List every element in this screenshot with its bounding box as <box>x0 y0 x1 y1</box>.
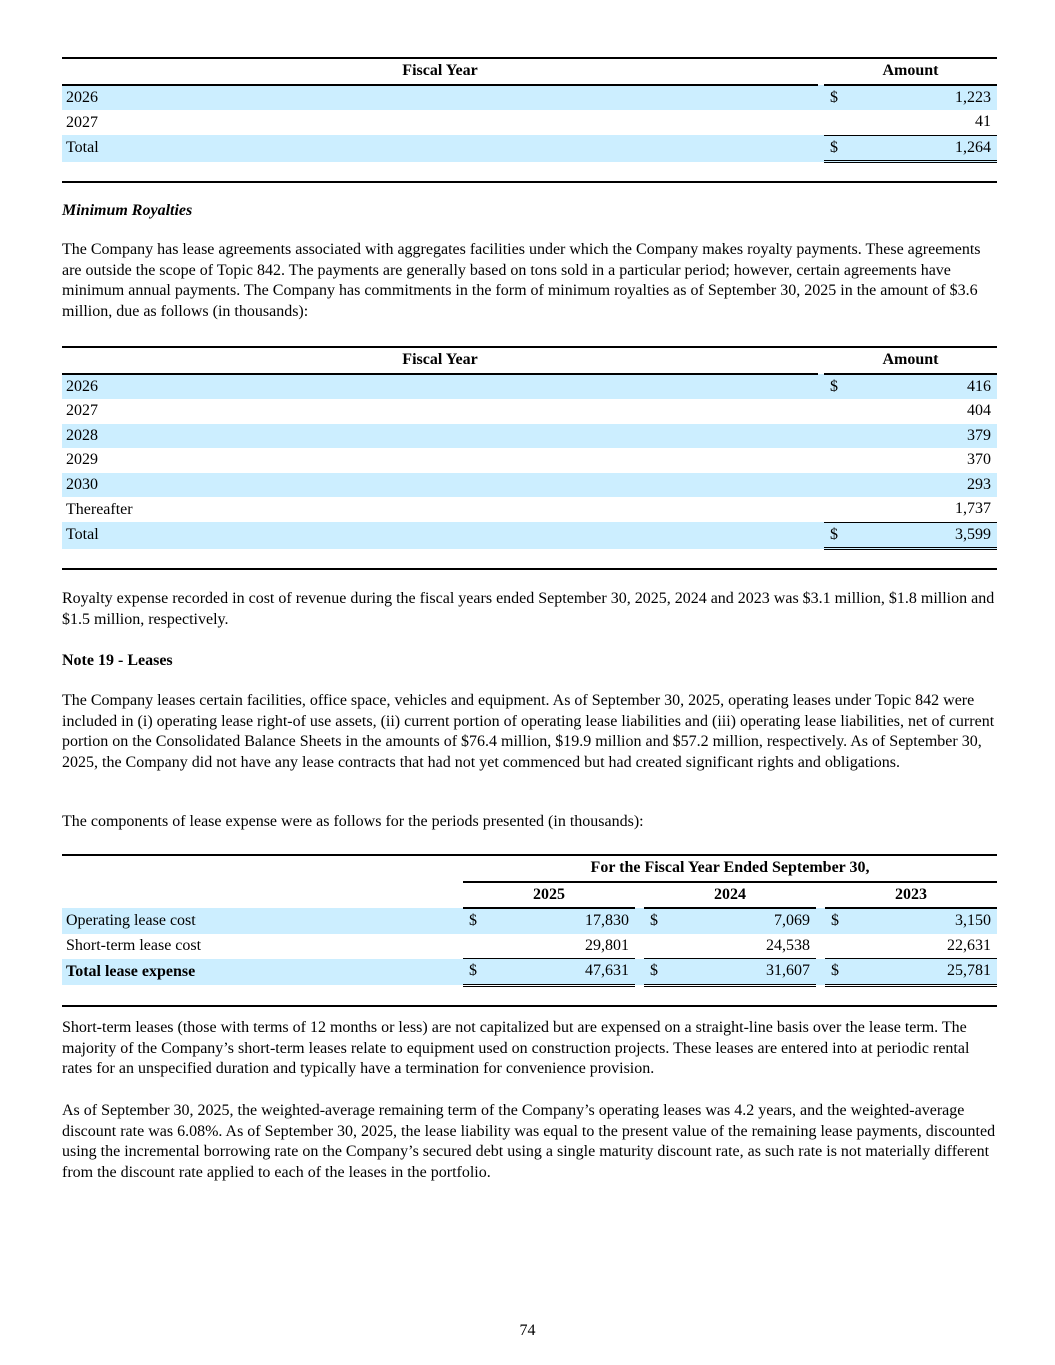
royalty-expense-paragraph: Royalty expense recorded in cost of revenue during the fiscal years ended September 30, 2025, 2024 and 2023 was $3.1 million, $1.8 million and $1.5 million, respectively. <box>62 590 995 628</box>
royalties-paragraph: The Company has lease agreements associated with aggregates facilities under which the Company makes royalty payments. These agreements are outside the scope of Topic 842. The payments are generally based on tons sold in a particular period; however, certain agreements have minimum annual payments. The Company has commitments in the form of minimum royalties as of September 30, 2025 in the amount of $3.6 million, due as follows (in thousands): <box>62 241 981 320</box>
header-amount: Amount <box>824 58 997 85</box>
leases-paragraph-3: Short-term leases (those with terms of 12 months or less) are not capitalized but are expensed on a straight-line basis over the lease term. The majority of the Company’s short-term leases relate to equipment used on construction projects. These leases are entered into at periodic rental rates for an unspecified duration and typically have a termination for convenience provision. <box>62 1019 970 1077</box>
page-number: 74 <box>519 1322 536 1339</box>
header-year-2023: 2023 <box>825 882 997 909</box>
table-row: 2027 404 <box>66 402 991 420</box>
leases-paragraph-2: The components of lease expense were as follows for the periods presented (in thousands): <box>62 813 644 830</box>
section-heading-minimum-royalties: Minimum Royalties <box>62 202 193 219</box>
minimum-royalties-table <box>62 346 997 570</box>
header-amount: Amount <box>824 347 997 374</box>
lease-expense-table <box>62 854 997 1007</box>
table-row: 2026 $ 1,223 <box>62 85 997 111</box>
table-row-total: Total $ 1,264 <box>62 135 997 162</box>
table-row: 2029 370 <box>66 451 991 469</box>
table-row: 2030 293 <box>62 473 997 498</box>
leases-paragraph-1: The Company leases certain facilities, office space, vehicles and equipment. As of September 30, 2025, operating leases under Topic 842 were included in (i) operating lease right-of use assets, (ii) current portion of operating lease liabilities and (iii) operating lease liabilities, net of current portion on the Consolidated Balance Sheets in the amounts of $76.4 million, $19.9 million and $57.2 million, respectively. As of September 30, 2025, the Company did not have any lease contracts that had not yet commenced but had created significant rights and obligations. <box>62 692 995 771</box>
header-fiscal-year-ended: For the Fiscal Year Ended September 30, <box>463 855 997 882</box>
table-row: 2027 41 <box>66 113 991 131</box>
table-row: 2026 $ 416 <box>62 374 997 400</box>
table-row: Thereafter 1,737 <box>66 500 991 518</box>
header-year-2024: 2024 <box>644 882 816 909</box>
table-row: 2028 379 <box>62 424 997 449</box>
table-row: Short-term lease cost 29,801 24,538 22,631 <box>66 936 992 954</box>
future-payments-table <box>62 57 997 183</box>
header-fiscal-year: Fiscal Year <box>62 58 818 85</box>
header-fiscal-year: Fiscal Year <box>62 347 818 374</box>
leases-paragraph-4: As of September 30, 2025, the weighted-average remaining term of the Company’s operating leases was 4.2 years, and the weighted-average discount rate was 6.08%. As of September 30, 2025, the lease liability was equal to the present value of the remaining lease payments, discounted using the incremental borrowing rate on the Company’s secured debt using a single maturity discount rate, as such rate is not materially different from the discount rate applied to each of the leases in the portfolio. <box>62 1102 996 1181</box>
header-year-2025: 2025 <box>463 882 635 909</box>
table-row-total: Total lease expense $ 47,631 $ 31,607 $ 25,781 <box>62 959 997 986</box>
section-heading-note-19: Note 19 - Leases <box>62 652 173 669</box>
table-row-total: Total $ 3,599 <box>62 522 997 549</box>
table-row: Operating lease cost $ 17,830 $ 7,069 $ 3,150 <box>62 908 997 934</box>
